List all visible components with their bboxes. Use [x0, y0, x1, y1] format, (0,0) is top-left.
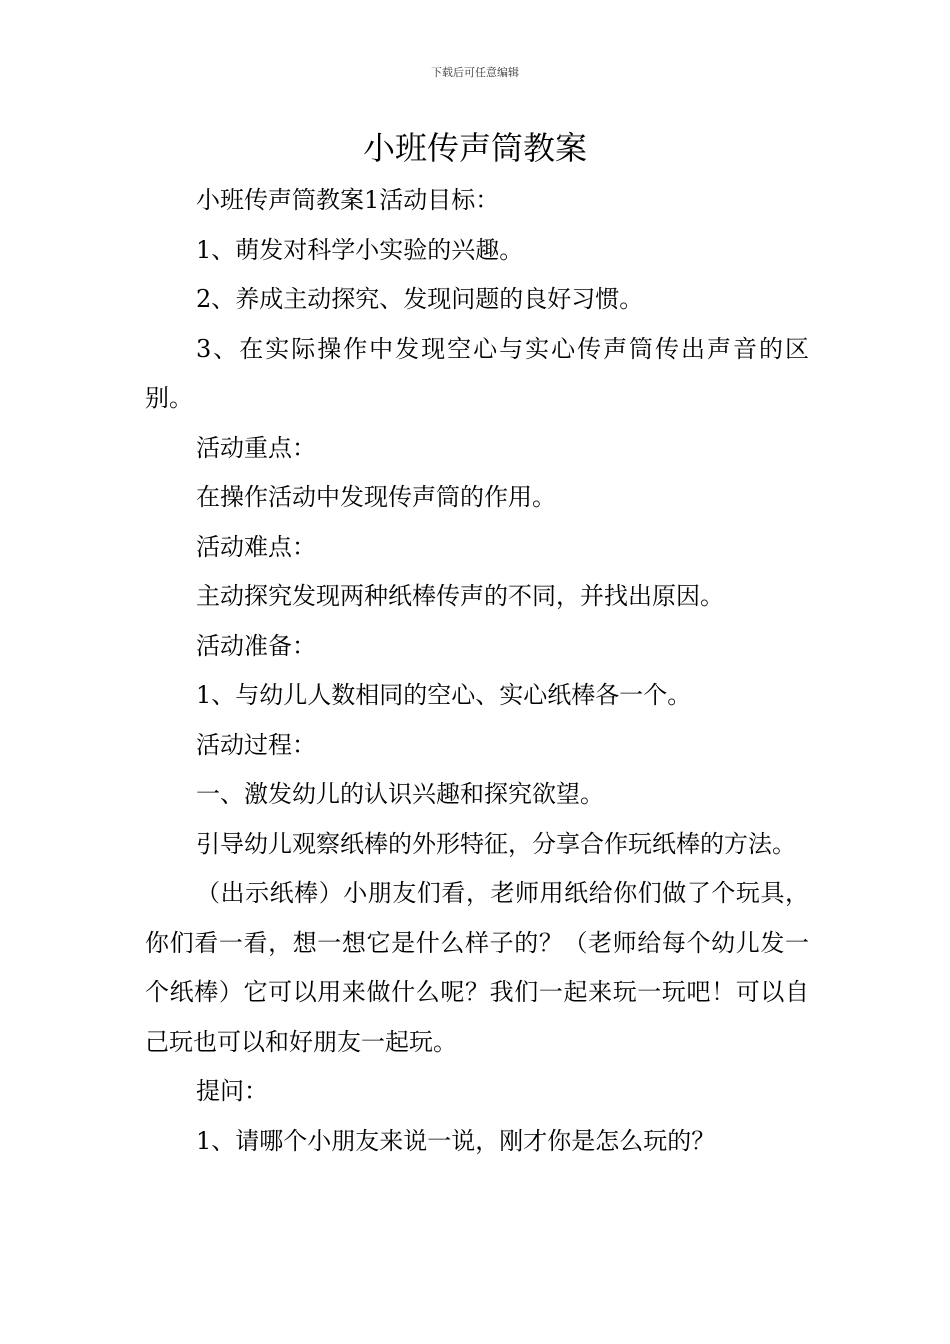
paragraph-objective-1: 1、萌发对科学小实验的兴趣。: [196, 235, 524, 264]
document-title: 小班传声筒教案: [362, 129, 587, 167]
document-body: [145, 176, 809, 1166]
paragraph-questions-heading: 提问：: [196, 1077, 268, 1105]
paragraph-difficulty-heading: 活动难点：: [196, 532, 316, 561]
paragraph-objectives-heading: 小班传声筒教案1活动目标：: [196, 186, 500, 214]
paragraph-difficulty: 主动探究发现两种纸棒传声的不同，并找出原因。: [196, 582, 724, 610]
paragraph-process-heading: 活动过程：: [196, 730, 316, 759]
paragraph-process-step-1: 一、激发幼儿的认识兴趣和探究欲望。: [196, 780, 604, 808]
header-note: 下载后可任意编辑: [431, 66, 519, 79]
paragraph-objective-3: 3、在实际操作中发现空心与实心传声筒传出声音的区别。: [145, 334, 809, 412]
paragraph-objective-2: 2、养成主动探究、发现问题的良好习惯。: [196, 285, 644, 313]
paragraph-key-point: 在操作活动中发现传声筒的作用。: [196, 483, 556, 511]
paragraph-preparation-heading: 活动准备：: [196, 631, 316, 660]
paragraph-preparation-1: 1、与幼儿人数相同的空心、实心纸棒各一个。: [196, 681, 692, 709]
paragraph-key-point-heading: 活动重点：: [196, 433, 316, 462]
paragraph-guide-observe: 引导幼儿观察纸棒的外形特征，分享合作玩纸棒的方法。: [196, 829, 796, 858]
paragraph-show-stick: （出示纸棒）小朋友们看，老师用纸给你们做了个玩具，你们看一看，想一想它是什么样子的？（老师给每个幼儿发一个纸棒）它可以用来做什么呢？我们一起来玩一玩吧！可以自己玩也可以和好朋友一起玩。: [145, 879, 809, 1056]
paragraph-question-1: 1、请哪个小朋友来说一说，刚才你是怎么玩的？: [196, 1126, 716, 1155]
